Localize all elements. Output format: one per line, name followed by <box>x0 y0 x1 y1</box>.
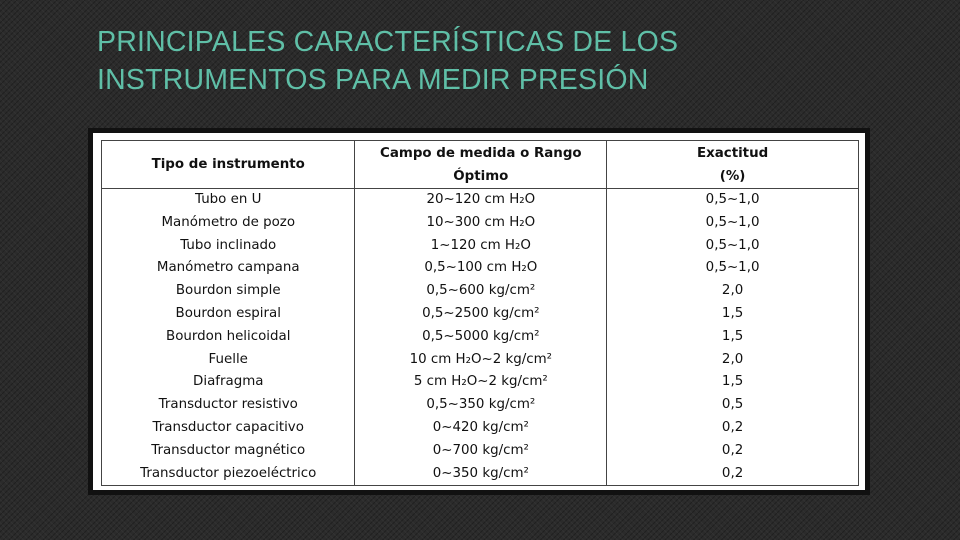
cell-rango: 20~120 cm H₂O <box>355 189 607 212</box>
cell-exactitud: 2,0 <box>607 280 859 303</box>
header-exactitud-line-1: Exactitud <box>696 145 769 161</box>
cell-rango: 0~350 kg/cm² <box>355 463 607 486</box>
cell-rango: 0,5~350 kg/cm² <box>355 394 607 417</box>
cell-exactitud: 0,5 <box>607 394 859 417</box>
cell-rango: 0~700 kg/cm² <box>355 440 607 463</box>
cell-tipo: Fuelle <box>102 349 355 372</box>
table-row <box>102 235 859 258</box>
cell-exactitud: 1,5 <box>607 371 859 394</box>
cell-tipo: Transductor capacitivo <box>102 417 355 440</box>
table-row <box>102 417 859 440</box>
header-exactitud <box>607 141 859 189</box>
cell-rango: 0,5~600 kg/cm² <box>355 280 607 303</box>
cell-rango: 1~120 cm H₂O <box>355 235 607 258</box>
table-row <box>102 349 859 372</box>
table-row <box>102 257 859 280</box>
cell-exactitud: 2,0 <box>607 349 859 372</box>
table-row <box>102 326 859 349</box>
slide-title-line-2: INSTRUMENTOS PARA MEDIR PRESIÓN <box>97 64 649 96</box>
cell-exactitud: 0,5~1,0 <box>607 212 859 235</box>
table-row <box>102 463 859 486</box>
cell-rango: 0,5~2500 kg/cm² <box>355 303 607 326</box>
cell-tipo: Manómetro de pozo <box>102 212 355 235</box>
header-campo-line-2: Óptimo <box>453 168 509 184</box>
cell-exactitud: 0,2 <box>607 417 859 440</box>
table-row <box>102 189 859 212</box>
table-row <box>102 394 859 417</box>
cell-exactitud: 0,2 <box>607 463 859 486</box>
cell-exactitud: 1,5 <box>607 303 859 326</box>
cell-tipo: Tubo en U <box>102 189 355 212</box>
cell-tipo: Transductor magnético <box>102 440 355 463</box>
cell-tipo: Bourdon espiral <box>102 303 355 326</box>
table-header-row <box>102 141 859 189</box>
table-row <box>102 371 859 394</box>
table-row <box>102 303 859 326</box>
cell-exactitud: 0,5~1,0 <box>607 235 859 258</box>
header-campo-line-1: Campo de medida o Rango <box>380 145 582 161</box>
cell-rango: 10 cm H₂O~2 kg/cm² <box>355 349 607 372</box>
cell-exactitud: 0,5~1,0 <box>607 257 859 280</box>
cell-exactitud: 1,5 <box>607 326 859 349</box>
cell-rango: 5 cm H₂O~2 kg/cm² <box>355 371 607 394</box>
cell-tipo: Transductor resistivo <box>102 394 355 417</box>
cell-rango: 0,5~100 cm H₂O <box>355 257 607 280</box>
cell-exactitud: 0,5~1,0 <box>607 189 859 212</box>
cell-tipo: Tubo inclinado <box>102 235 355 258</box>
cell-tipo: Manómetro campana <box>102 257 355 280</box>
header-exactitud-line-2: (%) <box>719 168 746 184</box>
table-row <box>102 212 859 235</box>
table-image <box>93 133 865 490</box>
cell-rango: 0,5~5000 kg/cm² <box>355 326 607 349</box>
cell-tipo: Bourdon helicoidal <box>102 326 355 349</box>
slide-title <box>97 23 678 99</box>
cell-rango: 0~420 kg/cm² <box>355 417 607 440</box>
cell-tipo: Transductor piezoeléctrico <box>102 463 355 486</box>
table-body <box>102 189 859 486</box>
cell-exactitud: 0,2 <box>607 440 859 463</box>
pressure-instruments-table <box>101 140 859 486</box>
table-frame <box>88 128 870 495</box>
header-tipo-instrumento <box>102 141 355 189</box>
cell-tipo: Bourdon simple <box>102 280 355 303</box>
slide-title-line-1: PRINCIPALES CARACTERÍSTICAS DE LOS <box>97 26 679 58</box>
cell-rango: 10~300 cm H₂O <box>355 212 607 235</box>
table-row <box>102 440 859 463</box>
table-row <box>102 280 859 303</box>
header-campo-de-medida <box>355 141 607 189</box>
cell-tipo: Diafragma <box>102 371 355 394</box>
header-tipo-line-1: Tipo de instrumento <box>151 157 305 172</box>
